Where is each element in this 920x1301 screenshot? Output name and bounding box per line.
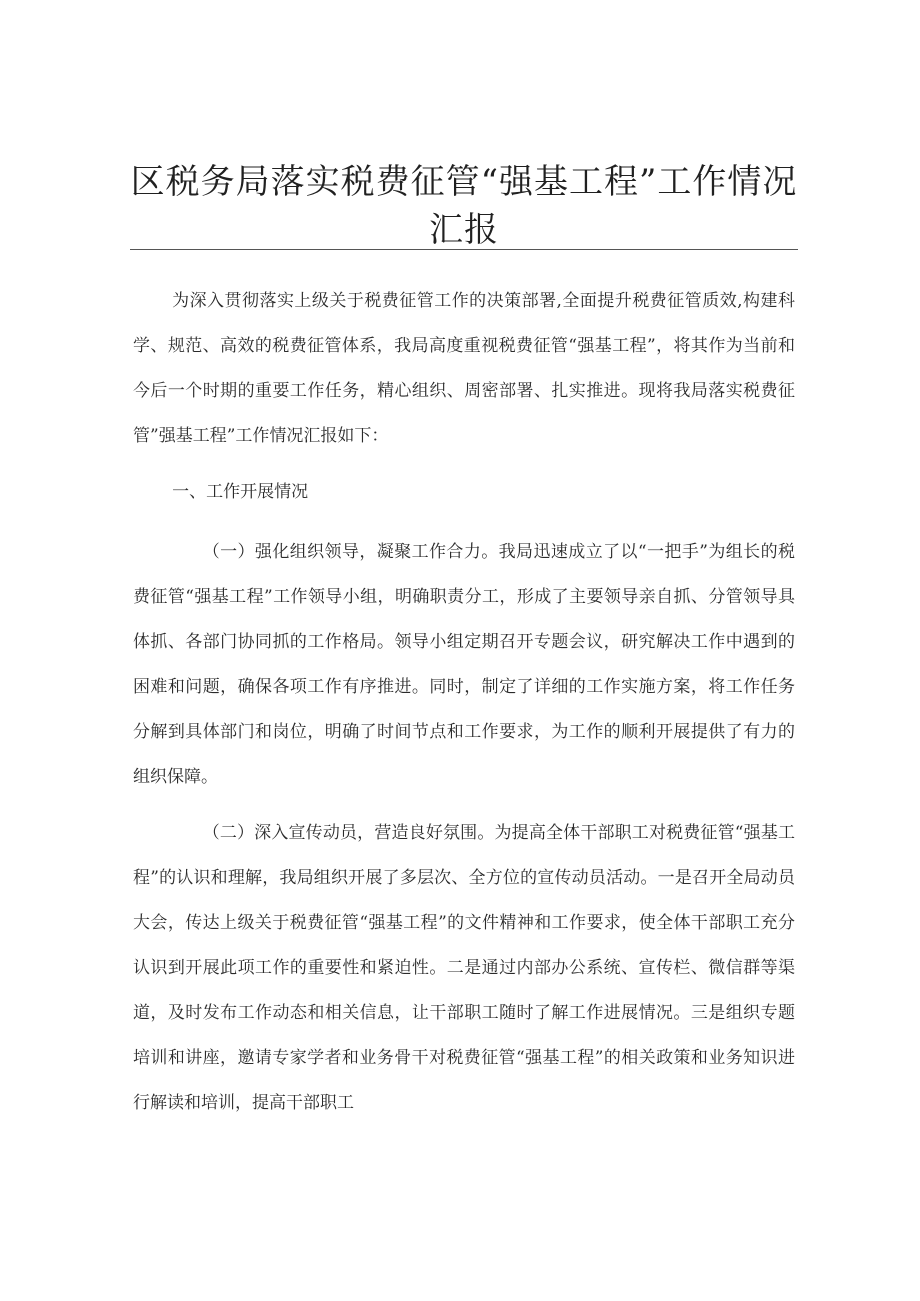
document-title: 区税务局落实税费征管“强基工程”工作情况汇报 [130,162,798,250]
paragraph-organization-leadership: （一）强化组织领导，凝聚工作合力。我局迅速成立了以“一把手”为组长的税费征管“强基工程”工作领导小组，明确职责分工，形成了主要领导亲自抓、分管领导具体抓、各部门协同抓的工作格局。领导小组定期召开专题会议，研究解决工作中遇到的困难和问题，确保各项工作有序推进。同时，制定了详细的工作实施方案，将工作任务分解到具体部门和岗位，明确了时间节点和工作要求，为工作的顺利开展提供了有力的组织保障。 [133,542,795,787]
section-heading-work-progress: 一、工作开展情况 [172,482,309,502]
title-divider [130,249,798,250]
intro-paragraph: 为深入贯彻落实上级关于税费征管工作的决策部署,全面提升税费征管质效,构建科学、规范、高效的税费征管体系，我局高度重视税费征管“强基工程”，将其作为当前和今后一个时期的重要工作任务，精心组织、周密部署、扎实推进。现将我局落实税费征管”强基工程”工作情况汇报如下： [133,291,795,446]
paragraph-publicity-mobilization: （二）深入宣传动员，营造良好氛围。为提高全体干部职工对税费征管“强基工程”的认识和理解，我局组织开展了多层次、全方位的宣传动员活动。一是召开全局动员大会，传达上级关于税费征管“强基工程”的文件精神和工作要求，使全体干部职工充分认识到开展此项工作的重要性和紧迫性。二是通过内部办公系统、宣传栏、微信群等渠道，及时发布工作动态和相关信息，让干部职工随时了解工作进展情况。三是组织专题培训和讲座，邀请专家学者和业务骨干对税费征管“强基工程”的相关政策和业务知识进行解读和培训，提高干部职工 [133,823,795,1113]
